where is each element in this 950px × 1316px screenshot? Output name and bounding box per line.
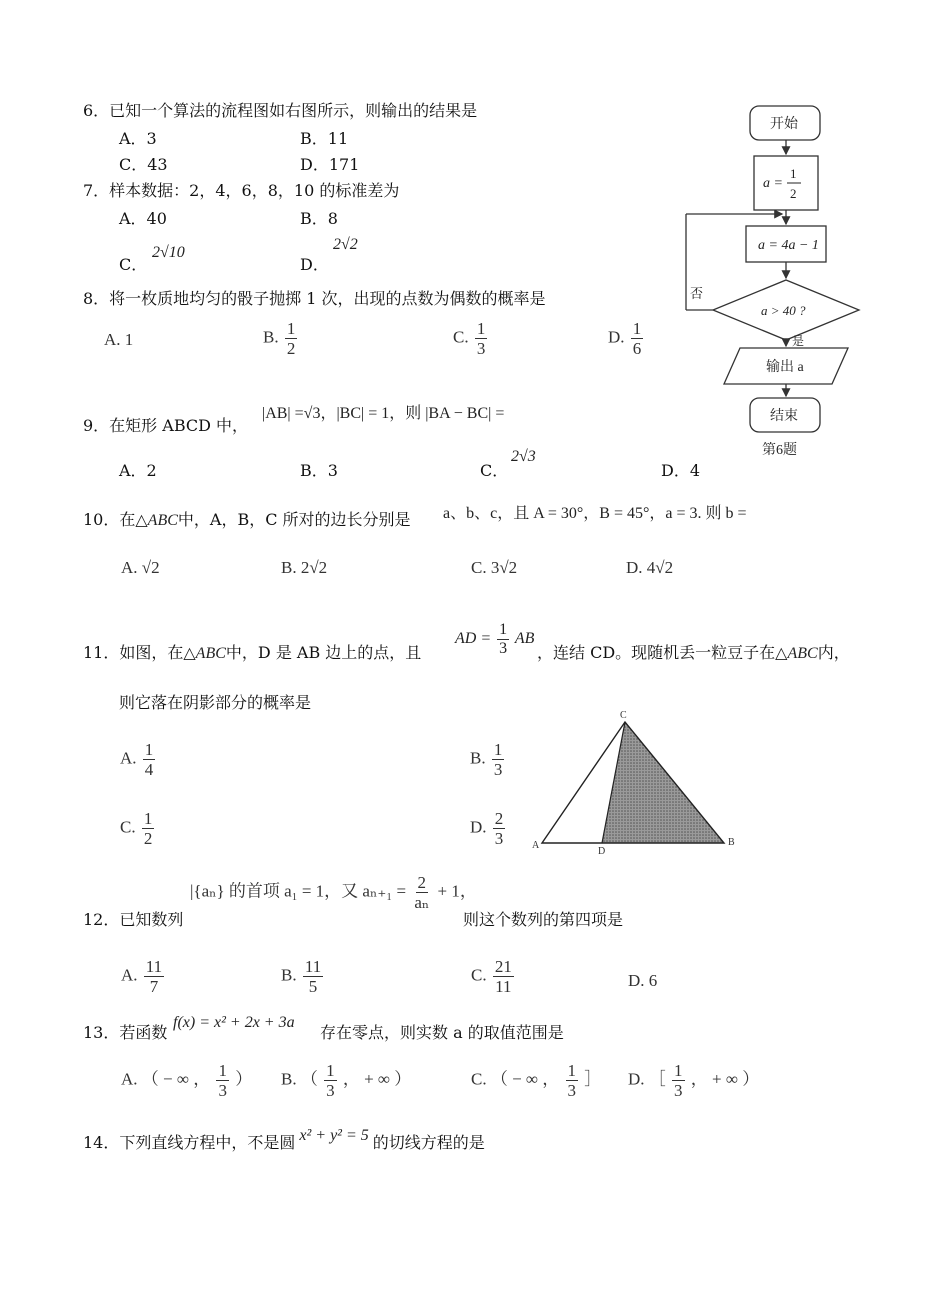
- label-b: B: [728, 837, 735, 848]
- flow-caption: 第6题: [762, 443, 797, 458]
- q13-stem-a: 13．若函数: [83, 1023, 168, 1042]
- shaded-region: [602, 722, 724, 843]
- q7-stem: 7．样本数据：2，4，6，8，10 的标准差为: [83, 181, 400, 200]
- q12-option-c: C. $\frac{21}{11}$: [471, 957, 512, 996]
- q11-stem-line2: 则它落在阴影部分的概率是: [119, 693, 312, 712]
- q7-option-a: A．40: [119, 209, 167, 228]
- q13-stem-b: 存在零点，则实数 a 的取值范围是: [320, 1023, 564, 1042]
- q13-option-d: D. ［ $\frac{1}{3}$ ， + ∞ ）: [628, 1061, 760, 1100]
- label-c: C: [620, 710, 627, 721]
- flow-init-left: a =: [763, 176, 783, 191]
- q13-option-b: B. （ $\frac{1}{3}$ ， + ∞ ）: [281, 1061, 412, 1100]
- q9-option-a: A．2: [119, 461, 157, 480]
- q13-function: f(x) = x² + 2x + 3a: [173, 1014, 295, 1031]
- q8-option-b: B. $\frac{1}{2}$: [263, 319, 296, 358]
- triangle-figure: [528, 708, 742, 856]
- q10-option-d: D. 4√2: [626, 558, 674, 577]
- q8-option-d: D. $\frac{1}{6}$: [608, 319, 642, 358]
- q8-option-a: A. 1: [104, 330, 134, 349]
- q11-stem-part1: 11．如图，在△ABC中，D 是 AB 边上的点，且: [83, 643, 422, 662]
- q11-option-c: C. $\frac{1}{2}$: [120, 809, 153, 848]
- q11-option-a: A. $\frac{1}{4}$: [120, 740, 154, 779]
- flow-output-label: 输出 a: [766, 360, 804, 375]
- q10-option-a: A. √2: [121, 558, 160, 577]
- label-a: A: [532, 840, 540, 851]
- flow-end-label: 结束: [770, 409, 798, 424]
- flow-decision-label: a > 40 ?: [761, 303, 806, 318]
- q11-ad-ratio: AD = $\frac{1}{3}$ AB: [455, 621, 535, 657]
- label-d: D: [598, 846, 606, 856]
- q7-option-b: B．8: [300, 209, 338, 228]
- q11-option-b: B. $\frac{1}{3}$: [470, 740, 503, 779]
- q13-option-c: C. （ − ∞ ， $\frac{1}{3}$ ］: [471, 1061, 602, 1100]
- q9-option-c: C．: [480, 461, 509, 480]
- q7-option-c: C．: [119, 255, 148, 274]
- q6-option-b: B．11: [300, 129, 349, 148]
- q12-option-a: A. $\frac{11}{7}$: [121, 957, 163, 996]
- q10-option-b: B. 2√2: [281, 558, 328, 577]
- q9-option-b: B．3: [300, 461, 338, 480]
- q12-option-b: B. $\frac{11}{5}$: [281, 957, 322, 996]
- q10-option-c: C. 3√2: [471, 558, 518, 577]
- q12-stem-b: 则这个数列的第四项是: [463, 910, 624, 929]
- q11-option-d: D. $\frac{2}{3}$: [470, 809, 504, 848]
- q8-stem: 8．将一枚质地均匀的骰子抛掷 1 次，出现的点数为偶数的概率是: [83, 289, 546, 308]
- flow-no-label: 否: [690, 286, 704, 301]
- q6-option-a: A．3: [119, 129, 157, 148]
- q13-option-a: A. （ − ∞ ， $\frac{1}{3}$ ）: [121, 1061, 253, 1100]
- q6-stem: 6．已知一个算法的流程图如右图所示，则输出的结果是: [83, 101, 478, 120]
- q7-option-d: D．: [300, 255, 329, 274]
- q7-option-d-math: 2√2: [333, 236, 358, 253]
- flow-init-num: 1: [790, 166, 797, 181]
- q9-option-c-math: 2√3: [511, 448, 536, 465]
- q6-option-d: D．171: [300, 155, 360, 174]
- q9-condition: |AB| =√3，|BC| = 1，则 |BA − BC| =: [262, 405, 505, 422]
- q10-stem: 10．在△ABC中，A，B，C 所对的边长分别是: [83, 510, 411, 529]
- flow-yes-label: 是: [792, 334, 805, 348]
- q11-stem-part2: ，连结 CD。现随机丢一粒豆子在△ABC内，: [537, 643, 850, 662]
- q7-option-c-math: 2√10: [152, 244, 185, 261]
- q6-option-c: C．43: [119, 155, 168, 174]
- flow-start-label: 开始: [770, 117, 798, 132]
- q12-option-d: D. 6: [628, 971, 658, 990]
- q12-condition: |{aₙ} 的首项 a₁ = 1，又 aₙ₊₁ = $\frac{2}{\text{aₙ}}$ + 1，: [190, 873, 477, 912]
- q12-stem: 12．已知数列: [83, 910, 184, 929]
- q8-option-c: C. $\frac{1}{3}$: [453, 319, 486, 358]
- flow-init-den: 2: [790, 186, 797, 201]
- flowchart-figure: [678, 98, 864, 464]
- q9-stem: 9．在矩形 ABCD 中，: [83, 416, 249, 435]
- q14-stem: 14．下列直线方程中，不是圆 x² + y² = 5 的切线方程的是: [83, 1127, 485, 1152]
- q10-condition: a、b、c，且 A = 30°，B = 45°，a = 3. 则 b =: [443, 505, 747, 522]
- q9-option-d: D．4: [661, 461, 701, 480]
- flow-update-label: a = 4a − 1: [758, 238, 819, 253]
